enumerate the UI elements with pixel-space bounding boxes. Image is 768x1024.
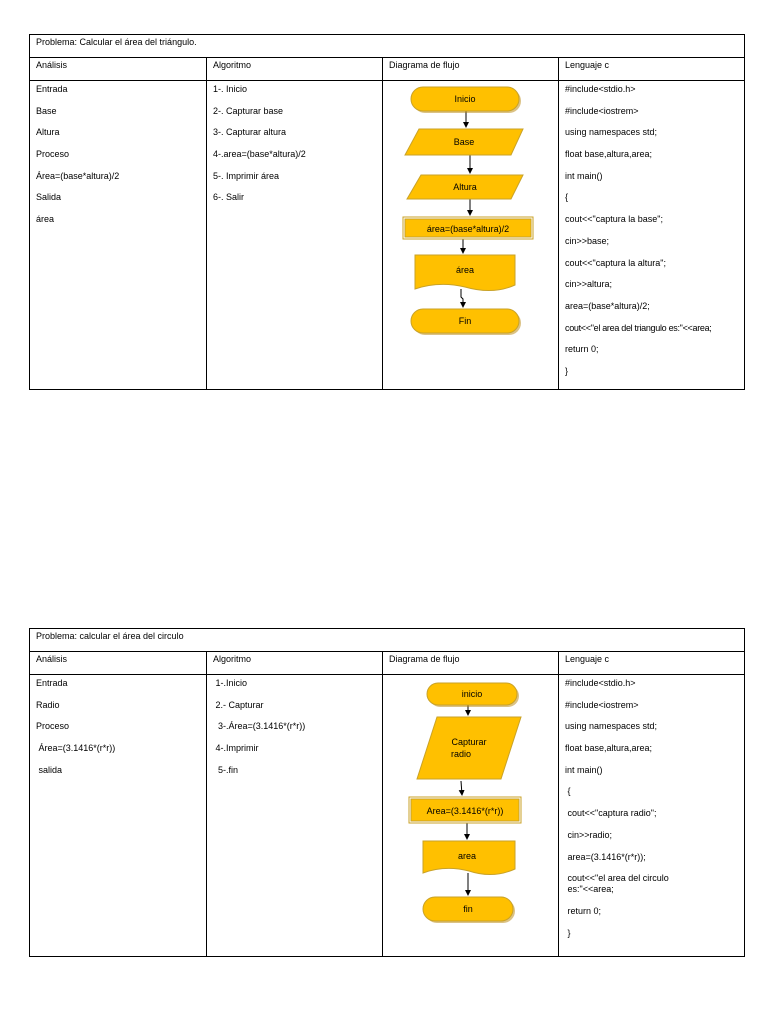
analysis-line: Altura — [36, 127, 60, 138]
algorithm-step: 1-. Inicio — [213, 84, 248, 94]
code-line: cin>>base; — [565, 235, 610, 246]
code-line: cout<<"captura radio"; — [565, 808, 657, 819]
header-algorithm: Algoritmo — [207, 58, 383, 81]
code-line: } — [565, 365, 569, 376]
code-line: { — [565, 192, 569, 203]
code-line: #include<iostrem> — [565, 105, 639, 116]
analysis-line: Proceso — [36, 149, 70, 160]
input-radio-shape — [417, 717, 521, 779]
analysis-line: Salida — [36, 192, 62, 203]
algorithm-step: 1-.Inicio — [213, 678, 248, 688]
code-line: es:"<<area; — [565, 884, 614, 895]
flow-label-end: fin — [463, 904, 473, 914]
header-algorithm: Algoritmo — [207, 652, 383, 675]
flow-label-input-2: radio — [450, 749, 472, 759]
flow-label-start: inicio — [461, 689, 483, 699]
header-analysis: Análisis — [30, 58, 207, 81]
analysis-line: salida — [36, 764, 63, 775]
code-line: cout<<"captura la altura"; — [565, 257, 666, 268]
table-circle — [29, 628, 745, 957]
algorithm-step: 6-. Salir — [213, 192, 245, 203]
algorithm-step: 2-. Capturar base — [213, 105, 284, 116]
flowchart-triangle — [383, 81, 559, 381]
code-line: return 0; — [565, 344, 599, 355]
code-line: } — [565, 927, 571, 938]
code-line: int main() — [565, 764, 603, 775]
flow-label-input-1: Capturar — [451, 737, 487, 747]
code-line: using namespaces std; — [565, 721, 658, 732]
algorithm-step: 5-. Imprimir área — [213, 170, 280, 181]
header-flowchart: Diagrama de flujo — [383, 58, 559, 81]
algorithm-step: 4-.area=(base*altura)/2 — [213, 149, 306, 160]
flow-label-process: Area=(3.1416*(r*r)) — [426, 806, 504, 816]
analysis-line: Radio — [36, 699, 60, 710]
algorithm-step: 3-. Capturar altura — [213, 127, 287, 138]
code-line: using namespaces std; — [565, 127, 658, 138]
code-line: cin>>radio; — [565, 829, 613, 840]
flow-label-start: Inicio — [454, 94, 476, 104]
code-line: float base,altura,area; — [565, 743, 653, 754]
algorithm-step: 5-.fin — [213, 764, 239, 775]
flow-arrow — [461, 289, 463, 307]
code-line: { — [565, 786, 571, 797]
problem-title: Problema: Calcular el área del triángulo. — [30, 35, 745, 58]
algorithm-step: 2.- Capturar — [213, 699, 264, 710]
code-line: #include<stdio.h> — [565, 84, 636, 94]
code-line: cin>>altura; — [565, 279, 613, 290]
analysis-line: Proceso — [36, 721, 70, 732]
analysis-line: Área=(base*altura)/2 — [36, 170, 120, 181]
code-line: area=(base*altura)/2; — [565, 300, 650, 311]
code-line: return 0; — [565, 905, 602, 916]
flow-label-process: área=(base*altura)/2 — [426, 224, 510, 234]
flow-label-end: Fin — [458, 316, 472, 326]
algorithm-step: 4-.Imprimir — [213, 743, 259, 754]
header-flowchart: Diagrama de flujo — [383, 652, 559, 675]
code-line: area=(3.1416*(r*r)); — [565, 851, 646, 862]
analysis-line: Área=(3.1416*(r*r)) — [36, 743, 116, 754]
analysis-line: Entrada — [36, 84, 68, 94]
flowchart-circle — [383, 675, 559, 953]
analysis-line: Entrada — [36, 678, 68, 688]
analysis-cell — [30, 675, 207, 957]
code-line: cout<<"el area del circulo — [565, 873, 669, 884]
code-line: #include<stdio.h> — [565, 678, 636, 688]
header-analysis: Análisis — [30, 652, 207, 675]
code-line: int main() — [565, 170, 603, 181]
analysis-line: Base — [36, 105, 57, 116]
problem-title: Problema: calcular el área del circulo — [30, 629, 745, 652]
flow-label-output: area — [457, 851, 477, 861]
code-line: cout<<"captura la base"; — [565, 214, 663, 225]
header-language: Lenguaje c — [559, 58, 745, 81]
flow-label-altura: Altura — [453, 182, 477, 192]
code-line: #include<iostrem> — [565, 699, 639, 710]
table-triangle — [29, 34, 745, 390]
algorithm-step: 3-.Área=(3.1416*(r*r)) — [213, 721, 306, 732]
header-language: Lenguaje c — [559, 652, 745, 675]
analysis-cell — [30, 81, 207, 390]
flowchart-cell — [383, 81, 559, 390]
analysis-line: área — [36, 214, 55, 225]
flow-arrow — [461, 781, 462, 795]
algorithm-cell — [207, 81, 383, 390]
code-cell — [559, 81, 745, 390]
code-line: cout<<"el area del triangulo es:"<<area; — [565, 322, 712, 333]
code-cell — [559, 675, 745, 957]
code-line: float base,altura,area; — [565, 149, 653, 160]
algorithm-cell — [207, 675, 383, 957]
flow-label-base: Base — [453, 137, 475, 147]
flow-label-output: área — [455, 265, 475, 275]
flowchart-cell — [383, 675, 559, 957]
